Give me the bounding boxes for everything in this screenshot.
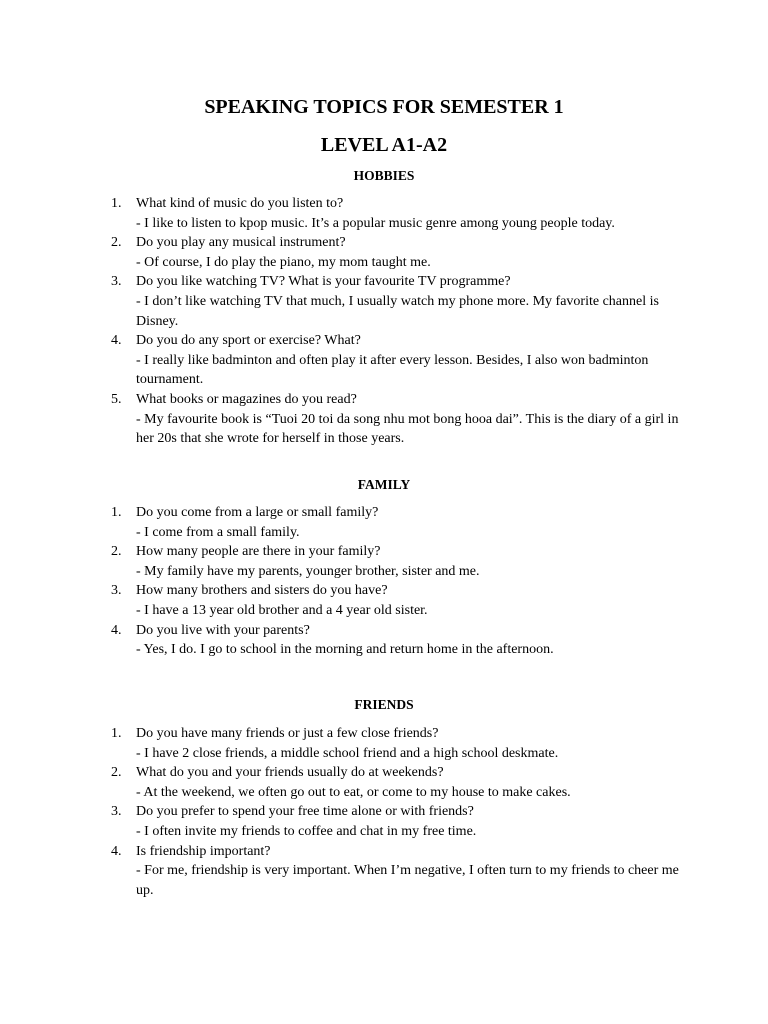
answer-text: - Of course, I do play the piano, my mom taught me.: [136, 254, 431, 270]
item-number: 2.: [111, 235, 122, 251]
item-number: 1.: [111, 196, 122, 211]
answer-text: - I don’t like watching TV that much, I usually watch my phone more. My favorite channel is Disney.: [136, 293, 659, 329]
document-title: SPEAKING TOPICS FOR SEMESTER 1: [204, 96, 564, 118]
hobbies-question-list: [111, 194, 691, 449]
question-text: Do you have many friends or just a few close friends?: [136, 726, 439, 741]
list-item: [111, 842, 691, 901]
family-question-list: [111, 503, 691, 660]
question-text: Do you play any musical instrument?: [136, 235, 346, 251]
answer-text: - My family have my parents, younger brother, sister and me.: [136, 563, 480, 579]
item-number: 1.: [111, 726, 122, 741]
item-number: 4.: [111, 622, 122, 638]
section-heading-family: FAMILY: [357, 477, 411, 492]
item-number: 1.: [111, 505, 122, 520]
item-number: 2.: [111, 765, 122, 781]
item-number: 3.: [111, 274, 122, 290]
section-heading-hobbies: HOBBIES: [353, 168, 415, 183]
list-item: [111, 503, 691, 542]
answer-text: - I come from a small family.: [136, 524, 300, 540]
question-text: Do you prefer to spend your free time alone or with friends?: [136, 804, 474, 820]
answer-text: - I often invite my friends to coffee and chat in my free time.: [136, 823, 477, 839]
item-number: 4.: [111, 333, 122, 349]
section-heading-friends: FRIENDS: [354, 697, 414, 712]
question-text: Do you come from a large or small family?: [136, 505, 379, 520]
question-text: What books or magazines do you read?: [136, 391, 357, 407]
question-text: Do you live with your parents?: [136, 622, 310, 638]
answer-text: - I have 2 close friends, a middle school friend and a high school deskmate.: [136, 745, 559, 761]
question-text: What do you and your friends usually do at weekends?: [136, 765, 444, 781]
list-item: [111, 272, 691, 331]
question-text: Is friendship important?: [136, 843, 271, 859]
list-item: [111, 763, 691, 802]
item-number: 5.: [111, 391, 122, 407]
answer-text: - I like to listen to kpop music. It’s a popular music genre among young people today.: [136, 215, 615, 231]
answer-text: - I really like badminton and often play it after every lesson. Besides, I also won badminton tournament.: [136, 352, 649, 388]
list-item: [111, 581, 691, 620]
question-text: Do you do any sport or exercise? What?: [136, 333, 361, 349]
question-text: Do you like watching TV? What is your favourite TV programme?: [136, 274, 511, 290]
item-number: 3.: [111, 804, 122, 820]
list-item: [111, 233, 691, 272]
list-item: [111, 621, 691, 660]
list-item: [111, 194, 691, 233]
answer-text: - I have a 13 year old brother and a 4 year old sister.: [136, 602, 428, 618]
answer-text: - Yes, I do. I go to school in the morning and return home in the afternoon.: [136, 642, 554, 658]
item-number: 2.: [111, 544, 122, 560]
answer-text: - At the weekend, we often go out to eat, or come to my house to make cakes.: [136, 784, 571, 800]
question-text: How many people are there in your family?: [136, 544, 381, 560]
answer-text: - My favourite book is “Tuoi 20 toi da song nhu mot bong hooa dai”. This is the diary of a girl in her 20s that she wrote for herself in those years.: [136, 411, 679, 447]
list-item: [111, 390, 691, 449]
item-number: 3.: [111, 583, 122, 599]
friends-question-list: [111, 724, 691, 900]
list-item: [111, 331, 691, 390]
question-text: What kind of music do you listen to?: [136, 196, 344, 211]
item-number: 4.: [111, 843, 122, 859]
list-item: [111, 802, 691, 841]
document-level: LEVEL A1-A2: [320, 134, 448, 156]
list-item: [111, 542, 691, 581]
question-text: How many brothers and sisters do you have?: [136, 583, 388, 599]
answer-text: - For me, friendship is very important. When I’m negative, I often turn to my friends to cheer me up.: [136, 863, 679, 898]
list-item: [111, 724, 691, 763]
